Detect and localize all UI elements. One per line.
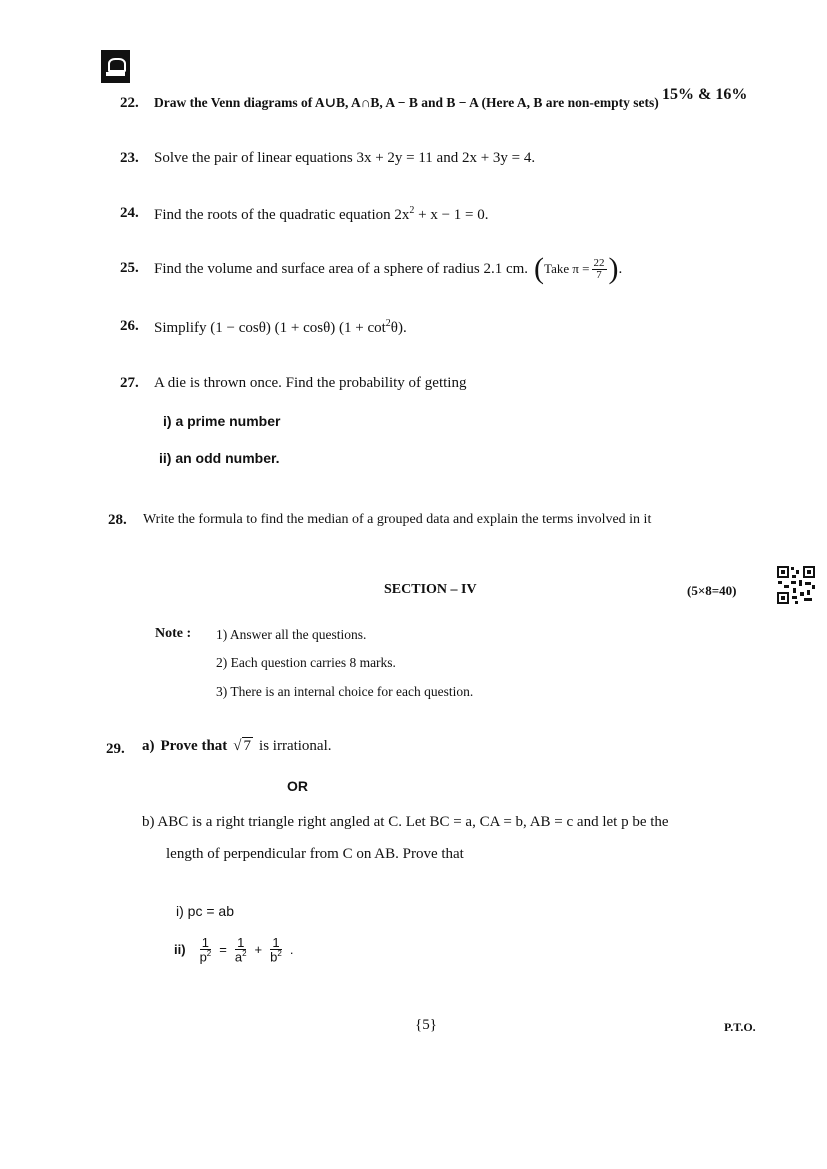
question-23-text: Solve the pair of linear equations 3x + 2y = 11 and 2x + 3y = 4. [154, 150, 536, 166]
question-29b-part-i: i) pc = ab [176, 903, 234, 919]
section-title: SECTION – IV [384, 582, 477, 597]
fraction-1-over-a2: $\frac{1}{a^2}$ [234, 935, 247, 965]
question-25-text: Find the volume and surface area of a sphere of radius 2.1 cm. ( Take π = $\frac{22}{7}$ ) . [154, 252, 623, 285]
question-number-23: 23. [120, 150, 139, 166]
note-item-1: 1) Answer all the questions. [216, 627, 367, 642]
pi-fraction: $\frac{22}{7}$ [593, 256, 605, 281]
page-number: {5} [415, 1017, 437, 1033]
qr-code-icon [776, 565, 816, 605]
please-turn-over: P.T.O. [724, 1020, 756, 1034]
question-number-22: 22. [120, 95, 139, 111]
or-separator: OR [287, 778, 308, 794]
question-number-26: 26. [120, 318, 139, 334]
question-24-text: Find the roots of the quadratic equation $2x^2 + x - 1 = 0$. [154, 205, 489, 223]
fraction-1-over-b2: $\frac{1}{b^2}$ [270, 935, 282, 965]
square-root: √ 7 [233, 738, 252, 754]
question-number-25: 25. [120, 260, 139, 276]
question-22-text: Draw the Venn diagrams of A∪B, A∩B, A − B and B − A (Here A, B are non-empty sets) [154, 95, 659, 110]
marks-note: 15% & 16% [662, 86, 748, 103]
question-29b-line-2: length of perpendicular from C on AB. Prove that [166, 846, 464, 862]
question-number-24: 24. [120, 205, 139, 221]
question-29a-text: a) Prove that √ 7 is irrational. [142, 738, 332, 754]
fraction-1-over-p2: $\frac{1}{p^2}$ [199, 935, 212, 965]
question-27-option-i: i) a prime number [163, 413, 281, 429]
question-27-option-ii: ii) an odd number. [159, 450, 280, 466]
question-26-text: Simplify (1 − cosθ) (1 + cosθ) $(1 + \cot^2\theta)$. [154, 318, 407, 336]
board-logo [101, 50, 130, 83]
question-29b-line-1: b) ABC is a right triangle right angled at C. Let BC = a, CA = b, AB = c and let p be the [142, 814, 669, 830]
question-number-28: 28. [108, 512, 127, 528]
question-28-text: Write the formula to find the median of a grouped data and explain the terms involved in it [143, 512, 652, 527]
note-item-2: 2) Each question carries 8 marks. [216, 655, 396, 670]
note-item-3: 3) There is an internal choice for each question. [216, 684, 474, 699]
question-29b-part-ii: ii) $\frac{1}{p^2}$ = $\frac{1}{a^2}$ + $\frac{1}{b^2}$ . [174, 935, 294, 965]
question-number-29: 29. [106, 741, 125, 757]
question-number-27: 27. [120, 375, 139, 391]
question-27-text: A die is thrown once. Find the probability of getting [154, 375, 467, 391]
section-marks: (5×8=40) [687, 583, 737, 598]
note-label: Note : [155, 626, 192, 641]
